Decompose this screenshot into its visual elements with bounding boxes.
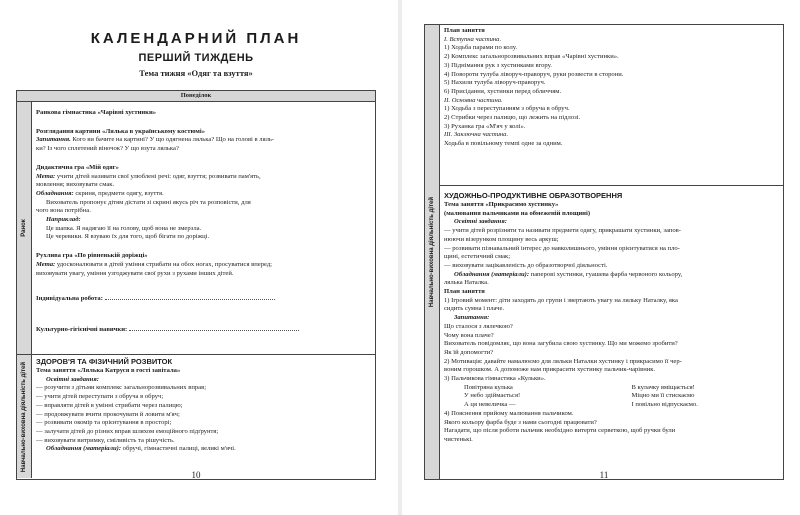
list-item: — продовжувати вчити прокочувати й ловити м'яч; [36, 410, 180, 418]
list-item: — розвивати пізнавальний інтерес до навколишнього, уміння орієнтуватися на пло- [444, 244, 680, 252]
list-item: 1) Ходьба з переступанням з обруча в обруч. [444, 105, 570, 113]
health-section [32, 355, 375, 478]
part-main: II. Основна частина. [444, 96, 503, 104]
art-questions-label: Запитання: [454, 314, 490, 322]
list-item: — виховувати витримку, сміливість та рішучість. [36, 436, 175, 444]
part-final: III. Заключна частина. [444, 131, 509, 139]
list-item: 4) Повороти тулуба ліворуч-праворуч, руки розвести в сторони. [444, 70, 624, 78]
list-item: Якого кольору фарба буде з нами сьогодні працювати? [444, 418, 597, 426]
list-item: — учити дітей переступати з обруча в обруч; [36, 393, 164, 401]
finger-poem: Повітряна кулька У небо здіймається! А ця невеличка — В кулачку вміщається! Міцно ми її стискаємо І повільно відпускаємо. [464, 383, 698, 409]
list-item: Як їй допомогти? [444, 348, 494, 356]
list-item: 4) Пояснення прийому малювання пальчиком. [444, 409, 574, 417]
list-item: 5) Нахили тулуба ліворуч-праворуч. [444, 79, 546, 87]
list-item: — розвивати окомір та орієнтування в просторі; [36, 419, 172, 427]
didactic-equipment: Обладнання: скриня, предмети одягу, взуття. [36, 189, 164, 197]
list-item: — учити дітей розрізняти та називати предмети одягу, прикрашати хустинки, запов- [444, 227, 681, 235]
list-item: Вихователь повідомляє, що вона загубила свою хустинку. Що ми можемо зробити? [444, 340, 678, 348]
part-intro: I. Вступна частина. [444, 35, 502, 43]
list-item: Чому вона плаче? [444, 331, 494, 339]
art-equipment: Обладнання (матеріали): паперові хустинки, гуашева фарба червоного кольору, [454, 270, 683, 278]
week-theme: Тема тижня «Одяг та взуття» [139, 68, 253, 78]
list-item: 2) Мотивація: давайте намалюємо для ляльки Наталки хустинку і прикрасимо її чер- [444, 357, 682, 365]
example-label: Наприклад: [46, 216, 81, 224]
list-item: 1) Ігровий момент: діти заходять до групи і звертають увагу на ляльку Наталку, яка [444, 296, 678, 304]
page-number: 11 [599, 470, 609, 480]
activity-side-label: Навчально-виховна діяльність дітей [17, 355, 32, 478]
list-item: воним горошком. А допоможе нам прикрасити хустинку пальчик-чарівник. [444, 366, 656, 374]
picture-questions: Запитання. Кого ви бачите на картині? У що одягнена лялька? Що на голові в ляль- [36, 136, 275, 144]
list-item: Що сталося з лялечкою? [444, 322, 513, 330]
list-item: — вправляти дітей в умінні стрибати через палицю; [36, 401, 183, 409]
list-item: нюючи візерунком площину весь аркуш; [444, 235, 559, 243]
book-gutter [398, 0, 402, 515]
list-item: 6) Присідання, хустинки перед обличчям. [444, 87, 562, 95]
list-item: — розучити з дітьми комплекс загальнорозвивальних вправ; [36, 384, 207, 392]
gymnastics-title: Ранкова гімнастика «Чарівні хустинки» [36, 109, 157, 116]
list-item: 3) Руханка гра «М'яч у колі». [444, 122, 526, 130]
monday-table [16, 90, 376, 480]
week-title: ПЕРШИЙ ТИЖДЕНЬ [138, 52, 254, 64]
art-task-list [444, 227, 779, 271]
right-page [424, 14, 784, 494]
art-subtopic: (малювання пальчиками на обмеженій площині) [444, 209, 591, 217]
individual-work: Індивідуальна робота: [36, 293, 371, 304]
art-topic: Тема заняття «Прикрасимо хустинку» [444, 201, 559, 208]
didactic-game-title: Дидактична гра «Мій одяг» [36, 163, 119, 171]
didactic-goal: Мета: учити дітей називати свої улюблені речі: одяг, взуття; розвивати пам'ять, [36, 172, 261, 180]
list-item: чистенькі. [444, 435, 473, 443]
moving-goal: Мета: удосконалювати в дітей уміння стрибати на обох ногах, просуватися вперед; [36, 260, 273, 268]
plan-section [440, 25, 783, 155]
moving-game-title: Рухлива гра «По рівненькій доріжці» [36, 252, 148, 260]
list-item: 1) Ходьба парами по колу. [444, 44, 518, 52]
hygiene-skills: Культурно-гігієнічні навички: [36, 324, 371, 335]
list-item: 3) Пальчикова гімнастика «Кульки». [444, 375, 546, 383]
list-item: 2) Стрибки через палицю, що лежить на підлозі. [444, 114, 581, 122]
list-item: Нагадати, що після роботи пальчик необхідно витерти серветкою, щоб ручки були [444, 427, 676, 435]
health-equipment: Обладнання (матеріали): обручі, гімнастичні палиці, великі м'ячі. [46, 445, 236, 453]
page-number: 10 [191, 470, 201, 480]
picture-title: Розглядання картини «Лялька в українському костюмі» [36, 127, 206, 135]
art-plan-heading: План заняття [444, 288, 485, 296]
art-tasks-label: Освітні завдання: [454, 218, 507, 226]
morning-section: Ранкова гімнастика «Чарівні хустинки» Розглядання картини «Лялька в українському костюмі» Запитання. Кого ви бачите на картині? У що одягнена лялька? Що на голові в ляль- ки? Із чого сплетений віночок? У що взута лялька? Дидактична гра «Мій одяг» Мета: учити дітей називати свої улюблені речі: одяг, взуття; розвивати пам'ять, мовлення; виховувати смак. Обладнання: скриня, предмети одягу, взуття. Вихователь пропонує дітям дістати зі скрині якусь річ та розповісти, для чого вона потрібна. Наприклад: Це шапка. Я надягаю її на голову, щоб вона не змерзла. Це черевики. Я взуваю їх для того, щоб бігати по доріжці. Рухлива гра «По рівненькій доріжці» Мета: удосконалювати в дітей уміння стрибати на обох ногах, просуватися вперед; виховувати увагу, уміння узгоджувати свої рухи з рухами інших дітей. Індивідуальна робота: Культурно-гігієнічні навички: [32, 102, 375, 354]
art-heading: ХУДОЖНЬО-ПРОДУКТИВНЕ ОБРАЗОТВОРЕННЯ [444, 191, 623, 200]
list-item: — виховувати зацікавленість до образотворчої діяльності. [444, 261, 608, 269]
health-topic: Тема заняття «Лялька Катруся в гості завітала» [36, 367, 181, 374]
left-page [16, 14, 376, 494]
list-item: щині, естетичний смак; [444, 253, 511, 261]
list-item: — залучати дітей до різних вправ шляхом емоційного підґрунтя; [36, 427, 219, 435]
art-section: ХУДОЖНЬО-ПРОДУКТИВНЕ ОБРАЗОТВОРЕННЯ Тема заняття «Прикрасимо хустинку» (малювання пальчиками на обмеженій площині) Освітні завдання: — учити дітей розрізняти та називати предмети одягу, прикрашати хустинки, запов- нюючи візерунком площину весь аркуш; — розвивати пізнавальний інтерес до навколишнього, уміння орієнтуватися на пло- щині, естетичний смак; — виховувати зацікавленість до образотворчої діяльності. Обладнання (матеріали): паперові хустинки, гуашева фарба червоного кольору, лялька Наталка. План заняття 1) Ігровий момент: діти заходять до групи і звертають увагу на ляльку Наталку, яка сидить сумна і плаче. Запитання: Що сталося з лялечкою? Чому вона плаче? Вихователь повідомляє, що вона загубила свою хустинку. Що ми можемо зробити? Як їй допомогти? 2) Мотивація: давайте намалюємо для ляльки Наталки хустинку і прикрасимо її чер- воним горошком. А допоможе нам прикрасити хустинку пальчик-чарівник. 3) Пальчикова гімнастика «Кульки». Повітряна кулька У небо здіймається! А ця невеличка — В кулачку вміщається! Міцно ми її стискаємо І повільно відпускаємо. 4) Пояснення прийому малювання пальчиком. Якого кольору фарба буде з нами сьогодні працювати? Нагадати, що після роботи пальчик необхідно витерти серветкою, щоб ручки були чистенькі. [440, 189, 783, 479]
health-tasks-label: Освітні завдання: [46, 375, 99, 383]
list-item: сидить сумна і плаче. [444, 305, 505, 313]
activity-table [424, 24, 784, 480]
plan-heading: План заняття [444, 27, 485, 34]
page-title: КАЛЕНДАРНИЙ ПЛАН [90, 30, 302, 47]
table-header-day: Понеділок [17, 91, 375, 102]
list-item: 3) Піднімання рук з хустинками вгору. [444, 61, 552, 69]
morning-side-label: Ранок [17, 102, 32, 354]
list-item: Ходьба в повільному темпі одне за одним. [444, 140, 563, 148]
health-heading: ЗДОРОВ'Я ТА ФІЗИЧНИЙ РОЗВИТОК [36, 357, 173, 366]
health-task-list [36, 384, 371, 445]
list-item: 2) Комплекс загальнорозвивальних вправ «Чарівні хустинки». [444, 53, 619, 61]
activity-side-label: Навчально-виховна діяльність дітей [425, 25, 440, 479]
